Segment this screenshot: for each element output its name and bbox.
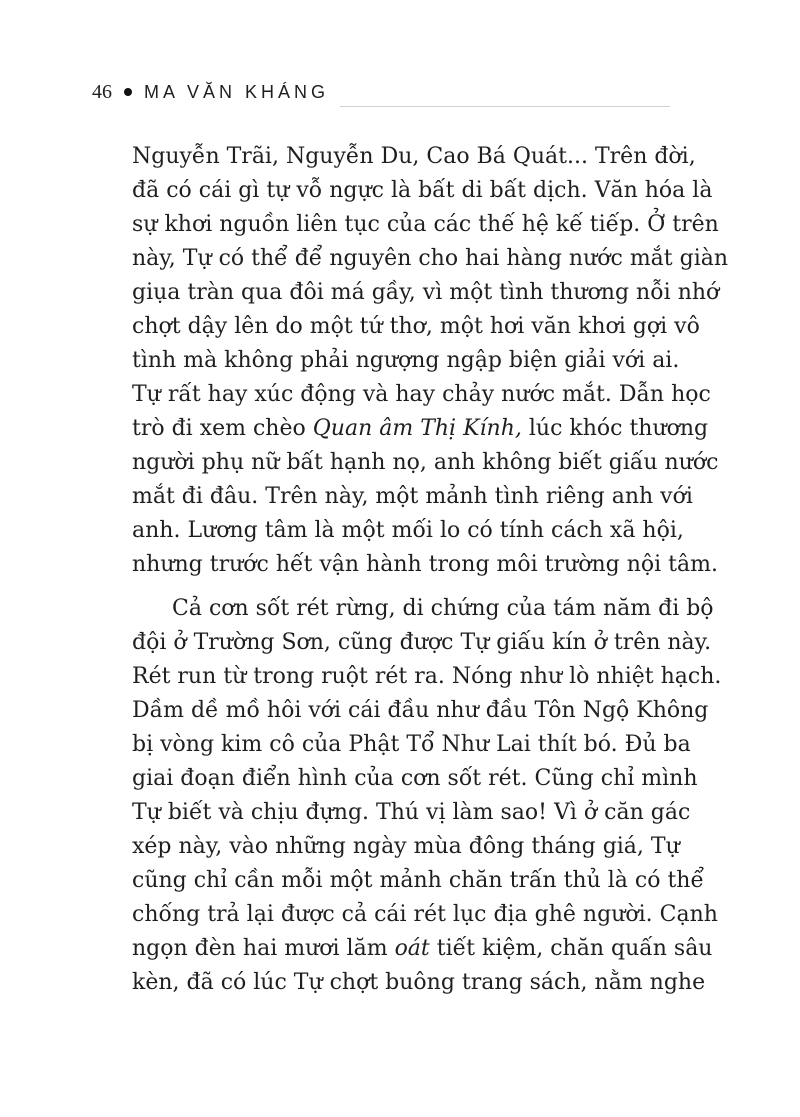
header-rule <box>340 106 670 107</box>
text-line: Tự biết và chịu đựng. Thú vị làm sao! Vì ở căn gác <box>132 800 691 825</box>
text-line: Nguyễn Trãi, Nguyễn Du, Cao Bá Quát... Trên đời, <box>132 144 696 169</box>
text-line: trò đi xem chèo Quan âm Thị Kính, lúc khóc thương <box>132 416 709 441</box>
text-line: Cả cơn sốt rét rừng, di chứng của tám năm đi bộ <box>172 596 714 621</box>
text-line: giai đoạn điển hình của cơn sốt rét. Cũng chỉ mình <box>132 766 698 791</box>
text-line: mắt đi đâu. Trên này, một mảnh tình riêng anh với <box>132 484 693 509</box>
italic-title: Quan âm Thị Kính, <box>312 416 522 441</box>
text-line: chống trả lại được cả cái rét lục địa ghê người. Cạnh <box>132 902 718 927</box>
text-line: kèn, đã có lúc Tự chợt buông trang sách, nằm nghe <box>132 970 706 995</box>
text-line: nhưng trước hết vận hành trong môi trường nội tâm. <box>132 552 718 577</box>
text-line: Tự rất hay xúc động và hay chảy nước mắt. Dẫn học <box>132 382 711 407</box>
text-line: chợt dậy lên do một tứ thơ, một hơi văn khơi gợi vô <box>132 314 700 339</box>
text-line: giụa tràn qua đôi má gầy, vì một tình thương nỗi nhớ <box>132 280 720 305</box>
body-text <box>132 140 729 1000</box>
italic-word: oát <box>394 936 430 961</box>
text-line: sự khơi nguồn liên tục của các thế hệ kế tiếp. Ở trên <box>132 212 719 237</box>
text-line: anh. Lương tâm là một mối lo có tính cách xã hội, <box>132 518 684 543</box>
author-name: MA VĂN KHÁNG <box>144 82 330 102</box>
text-line: đội ở Trường Sơn, cũng được Tự giấu kín ở trên này. <box>132 630 712 655</box>
text-line: người phụ nữ bất hạnh nọ, anh không biết giấu nước <box>132 450 719 475</box>
text-line: cũng chỉ cần mỗi một mảnh chăn trấn thủ là có thể <box>132 868 705 893</box>
text-line: Rét run từ trong ruột rét ra. Nóng như lò nhiệt hạch. <box>132 664 722 689</box>
paragraph-1 <box>132 140 729 582</box>
text-line: đã có cái gì tự vỗ ngực là bất di bất dịch. Văn hóa là <box>132 178 713 203</box>
paragraph-gap <box>132 582 672 592</box>
bullet-icon <box>124 88 132 96</box>
running-header <box>92 80 672 104</box>
text-line: xép này, vào những ngày mùa đông tháng giá, Tự <box>132 834 680 859</box>
text-line: Dầm dề mồ hôi với cái đầu như đầu Tôn Ngộ Không <box>132 698 709 723</box>
text-line: ngọn đèn hai mươi lăm oát tiết kiệm, chăn quấn sâu <box>132 936 713 961</box>
text-line: này, Tự có thể để nguyên cho hai hàng nước mắt giàn <box>132 246 729 271</box>
text-line: tình mà không phải ngượng ngập biện giải với ai. <box>132 348 680 373</box>
paragraph-2 <box>132 592 722 1000</box>
text-line: bị vòng kim cô của Phật Tổ Như Lai thít bó. Đủ ba <box>132 732 691 757</box>
page-number: 46 <box>92 81 112 103</box>
